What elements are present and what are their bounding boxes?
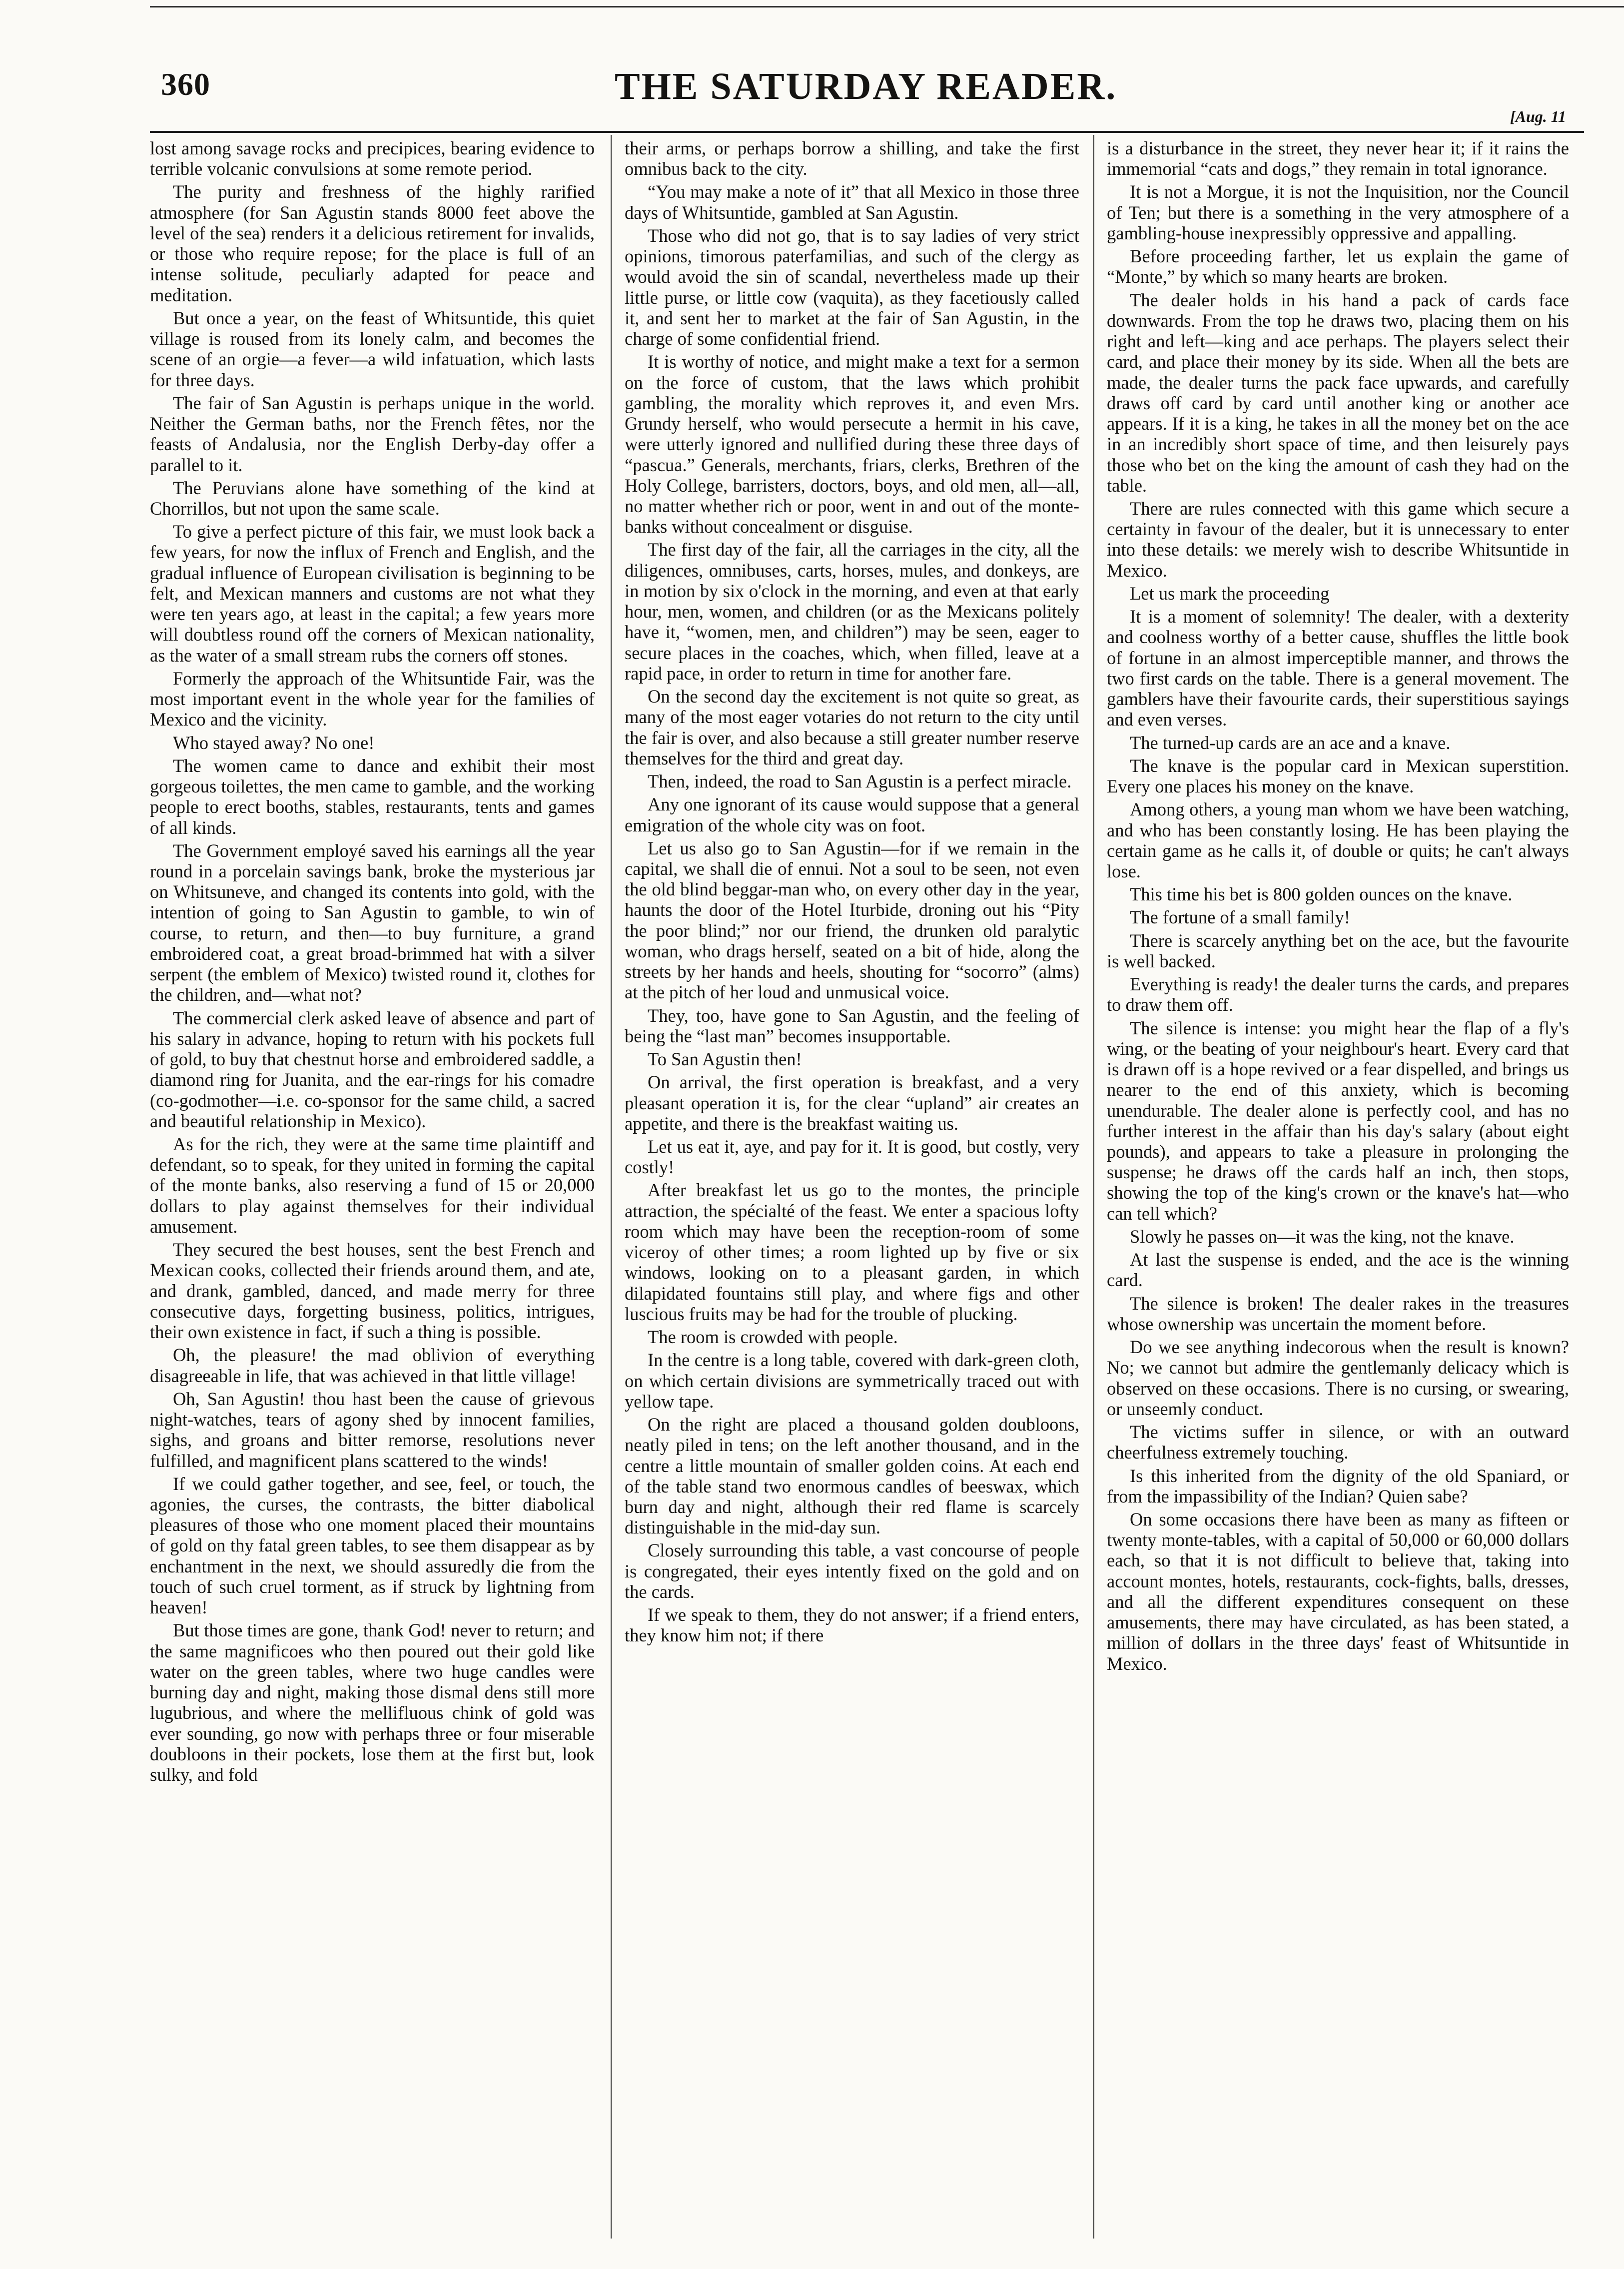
paragraph: The commercial clerk asked leave of absence and part of his salary in advance, hoping to return with his pockets full of gold, to buy that chestnut horse and embroidered saddle, a diamond ring for Juanita, and the ear-rings for his comadre (co-godmother—i.e. co-sponsor for the same child, a sacred and beautiful relationship in Mexico).: [150, 1007, 595, 1131]
paragraph: If we could gather together, and see, feel, or touch, the agonies, the curses, the contrasts, the bitter diabolical pleasures of those who one moment placed their mountains of gold on thy fatal green tables, to see them disappear as by enchantment in the next, we should assuredly die from the touch of such cruel torment, as if struck by lightning from heaven!: [150, 1473, 595, 1618]
paragraph: Among others, a young man whom we have been watching, and who has been constantly losing. He has been playing the certain game as he calls it, of double or quits; he can't always lose.: [1107, 799, 1569, 881]
paragraph: To give a perfect picture of this fair, we must look back a few years, for now the influx of French and English, and the gradual influence of European civilisation is beginning to be felt, and Mexican manners and customs are not what they were ten years ago, at least in the capital; a few years more will doubtless round off the corners of Mexican nationality, as the water of a small stream rubs the corners off stones.: [150, 521, 595, 666]
paragraph: This time his bet is 800 golden ounces on the knave.: [1130, 884, 1513, 905]
top-border: [150, 6, 1624, 7]
paragraph: As for the rich, they were at the same time plaintiff and defendant, so to speak, for they united in forming the capital of the monte banks, also reserving a fund of 15 or 20,000 dollars to play against themselves for their individual amusement.: [150, 1134, 595, 1237]
paragraph: After breakfast let us go to the montes, the principle attraction, the spécialté of the feast. We enter a spacious lofty room which may have been the reception-room of some viceroy of other times; a room lighted up by five or six windows, looking on to a pleasant garden, in which dilapidated fountains still play, and where figs and other luscious fruits may be had for the trouble of plucking.: [625, 1180, 1079, 1324]
paragraph: Is this inherited from the dignity of the old Spaniard, or from the impassibility of the Indian? Quien sabe?: [1107, 1465, 1569, 1507]
paragraph: The knave is the popular card in Mexican superstition. Every one places his money on the knave.: [1107, 755, 1569, 797]
paragraph: Formerly the approach of the Whitsuntide Fair, was the most important event in the whole year for the families of Mexico and the vicinity.: [150, 668, 595, 730]
paragraph: At last the suspense is ended, and the ace is the winning card.: [1107, 1249, 1569, 1291]
paragraph: The purity and freshness of the highly rarified atmosphere (for San Agustin stands 8000 feet above the level of the sea) renders it a delicious retirement for invalids, or those who require repose; for the place is full of an intense solitude, peculiarly adapted for peace and meditation.: [150, 181, 595, 305]
paragraph: Those who did not go, that is to say ladies of very strict opinions, timorous paterfamilias, and such of the clergy as would avoid the sin of scandal, nevertheless made up their little purse, or little cow (vaquita), as they facetiously called it, and sent her to market at the fair of San Agustin, in the charge of some confidential friend.: [625, 225, 1079, 349]
paragraph: Oh, San Agustin! thou hast been the cause of grievous night-watches, tears of agony shed by innocent families, sighs, and groans and bitter remorse, resolutions never fulfilled, and magnificent plans scattered to the winds!: [150, 1388, 595, 1471]
paragraph: Let us mark the proceeding: [1130, 583, 1330, 604]
paragraph: On some occasions there have been as many as fifteen or twenty monte-tables, with a capital of 50,000 or 60,000 dollars each, so that it is not difficult to believe that, taking into account montes, hotels, restaurants, cock-fights, balls, dresses, and all the different expenditures consequent on these amusements, there may have circulated, as has been stated, a million of dollars in the three days' feast of Whitsuntide in Mexico.: [1107, 1509, 1569, 1674]
paragraph: Let us eat it, aye, and pay for it. It is good, but costly, very costly!: [625, 1136, 1079, 1178]
column-3: [1107, 138, 1569, 2237]
paragraph: The Peruvians alone have something of the kind at Chorrillos, but not upon the same scale.: [150, 477, 595, 519]
paragraph: They secured the best houses, sent the best French and Mexican cooks, collected their friends around them, and ate, and drank, gambled, danced, and made merry for three consecutive days, forgetting business, politics, intrigues, their own existence in fact, if such a thing is possible.: [150, 1239, 595, 1343]
paragraph: is a disturbance in the street, they never hear it; if it rains the immemorial “cats and dogs,” they remain in total ignorance.: [1107, 138, 1569, 179]
masthead-title: THE SATURDAY READER.: [615, 65, 1117, 107]
paragraph: The fair of San Agustin is perhaps unique in the world. Neither the German baths, nor the French fêtes, nor the feasts of Andalusia, nor the English Derby-day offer a parallel to it.: [150, 392, 595, 475]
paragraph: It is worthy of notice, and might make a text for a sermon on the force of custom, that the laws which prohibit gambling, the morality which reproves it, and even Mrs. Grundy herself, who would persecute a hermit in his cave, were utterly ignored and nullified during these three days of “pascua.” Generals, merchants, friars, clerks, Brethren of the Holy College, barristers, doctors, boys, and old men, all—all, no matter whether rich or poor, went in and out of the monte-banks without concealment or disguise.: [625, 351, 1079, 537]
paragraph: The turned-up cards are an ace and a knave.: [1130, 732, 1451, 753]
paragraph: To San Agustin then!: [648, 1049, 802, 1070]
paragraph: Let us also go to San Agustin—for if we remain in the capital, we shall die of ennui. Not a soul to be seen, not even the old blind beggar-man who, on every other day in the year, haunts the door of the Hotel Iturbide, droning out his “Pity the poor blind;” nor our friend, the drunken old paralytic woman, who drags herself, seated on a bit of hide, along the streets by her hands and heels, shouting for “socorro” (alms) at the pitch of her loud and unmusical voice.: [625, 837, 1079, 1003]
paragraph: Who stayed away? No one!: [173, 732, 375, 753]
paragraph: Any one ignorant of its cause would suppose that a general emigration of the whole city was on foot.: [625, 794, 1079, 835]
paragraph: There are rules connected with this game which secure a certainty in favour of the dealer, but it is unnecessary to enter into these details: we merely wish to describe Whitsuntide in Mexico.: [1107, 498, 1569, 581]
paragraph: Oh, the pleasure! the mad oblivion of everything disagreeable in life, that was achieved in that little village!: [150, 1345, 595, 1386]
paragraph: On the right are placed a thousand golden doubloons, neatly piled in tens; on the left another thousand, and in the centre a little mountain of smaller golden coins. At each end of the table stand two enormous candles of beeswax, which burn day and night, although their red flame is scarcely distinguishable in the mid-day sun.: [625, 1414, 1079, 1538]
paragraph: “You may make a note of it” that all Mexico in those three days of Whitsuntide, gambled at San Agustin.: [625, 181, 1079, 223]
paragraph: The room is crowded with people.: [648, 1327, 898, 1348]
paragraph: It is not a Morgue, it is not the Inquisition, nor the Council of Ten; but there is a something in the very atmosphere of a gambling-house inexpressibly oppressive and appalling.: [1107, 181, 1569, 243]
paragraph: In the centre is a long table, covered with dark-green cloth, on which certain divisions are symmetrically traced out with yellow tape.: [625, 1350, 1079, 1412]
paragraph: Then, indeed, the road to San Agustin is a perfect miracle.: [648, 771, 1072, 792]
column-1: [150, 138, 595, 2237]
column-2: [625, 138, 1079, 2237]
paragraph: But those times are gone, thank God! never to return; and the same magnificoes who then poured out their gold like water on the green tables, where two huge candles were burning day and night, making those dismal dens still more lugubrious, and where the mellifluous chink of gold was ever sounding, go now with perhaps three or four miserable doubloons in their pockets, lose them at the first but, look sulky, and fold: [150, 1620, 595, 1785]
paragraph: Everything is ready! the dealer turns the cards, and prepares to draw them off.: [1107, 974, 1569, 1015]
paragraph: The fortune of a small family!: [1130, 907, 1350, 928]
paragraph: Before proceeding farther, let us explain the game of “Monte,” by which so many hearts are broken.: [1107, 246, 1569, 287]
paragraph: If we speak to them, they do not answer; if a friend enters, they know him not; if there: [625, 1604, 1079, 1646]
paragraph: It is a moment of solemnity! The dealer, with a dexterity and coolness worthy of a better cause, shuffles the little book of fortune in an almost imperceptible manner, and throws the two first cards on the table. There is a general movement. The gamblers have their favourite cards, their superstitious sayings and even verses.: [1107, 606, 1569, 730]
issue-date: [Aug. 11: [1510, 107, 1567, 125]
column-divider: [1093, 135, 1094, 2239]
paragraph: The Government employé saved his earnings all the year round in a porcelain savings bank, broke the mysterious jar on Whitsuneve, and changed its contents into gold, with the intention of going to San Agustin to gamble, to win of course, to return, and then—to buy furniture, a grand embroidered coat, a great broad-brimmed hat with a silver serpent (the emblem of Mexico) twisted round it, clothes for the children, and—what not?: [150, 840, 595, 1005]
paragraph: The silence is intense: you might hear the flap of a fly's wing, or the beating of your neighbour's heart. Every card that is drawn off is a hope revived or a fear dispelled, and brings us nearer to the end of this anxiety, which is becoming unendurable. The dealer alone is perfectly cool, and has no further interest in the affair than his day's salary (about eight pounds), and appears to take a pleasure in prolonging the suspense; he draws off the cards half an inch, then stops, showing the top of the king's crown or the knave's hat—who can tell which?: [1107, 1017, 1569, 1224]
paragraph: They, too, have gone to San Agustin, and the feeling of being the “last man” becomes insupportable.: [625, 1005, 1079, 1046]
paragraph: lost among savage rocks and precipices, bearing evidence to terrible volcanic convulsions at some remote period.: [150, 138, 595, 179]
paragraph: The dealer holds in his hand a pack of cards face downwards. From the top he draws two, placing them on his right and left—king and ace perhaps. The players select their card, and place their money by its side. When all the bets are made, the dealer turns the pack face upwards, and carefully draws off card by card until another king or another ace appears. If it is a king, he takes in all the money bet on the ace in an incredibly short space of time, and then leisurely pays those who bet on the king the amount of cash they had on the table.: [1107, 289, 1569, 496]
page-number: 360: [161, 66, 210, 102]
paragraph: The first day of the fair, all the carriages in the city, all the diligences, omnibuses, carts, horses, mules, and donkeys, are in motion by six o'clock in the morning, and even at that early hour, men, women, and children (or as the Mexicans politely have it, “women, men, and children”) may be seen, eager to secure places in the coaches, which, when filled, leave at a rapid pace, in order to return in time for another fare.: [625, 539, 1079, 684]
paragraph: But once a year, on the feast of Whitsuntide, this quiet village is roused from its lonely calm, and becomes the scene of an orgie—a fever—a wild infatuation, which lasts for three days.: [150, 307, 595, 390]
paragraph: On arrival, the first operation is breakfast, and a very pleasant operation it is, for the clear “upland” air creates an appetite, and there is the breakfast waiting us.: [625, 1072, 1079, 1134]
paragraph: Closely surrounding this table, a vast concourse of people is congregated, their eyes intently fixed on the gold and on the cards.: [625, 1540, 1079, 1602]
paragraph: There is scarcely anything bet on the ace, but the favourite is well backed.: [1107, 930, 1569, 971]
paragraph: The women came to dance and exhibit their most gorgeous toilettes, the men came to gamble, and the working people to erect booths, stables, restaurants, tents and games of all kinds.: [150, 755, 595, 838]
paragraph: On the second day the excitement is not quite so great, as many of the most eager votaries do not return to the city until the fair is over, and also because a still greater number reserve themselves for the third and great day.: [625, 686, 1079, 768]
paragraph: their arms, or perhaps borrow a shilling, and take the first omnibus back to the city.: [625, 138, 1079, 179]
header-rule: [150, 131, 1584, 133]
column-divider: [611, 135, 612, 2239]
paragraph: The silence is broken! The dealer rakes in the treasures whose ownership was uncertain the moment before.: [1107, 1293, 1569, 1334]
paragraph: Slowly he passes on—it was the king, not the knave.: [1130, 1226, 1515, 1247]
paragraph: The victims suffer in silence, or with an outward cheerfulness extremely touching.: [1107, 1422, 1569, 1463]
paragraph: Do we see anything indecorous when the result is known? No; we cannot but admire the gentlemanly delicacy which is observed on these occasions. There is no cursing, or swearing, or unseemly conduct.: [1107, 1337, 1569, 1419]
